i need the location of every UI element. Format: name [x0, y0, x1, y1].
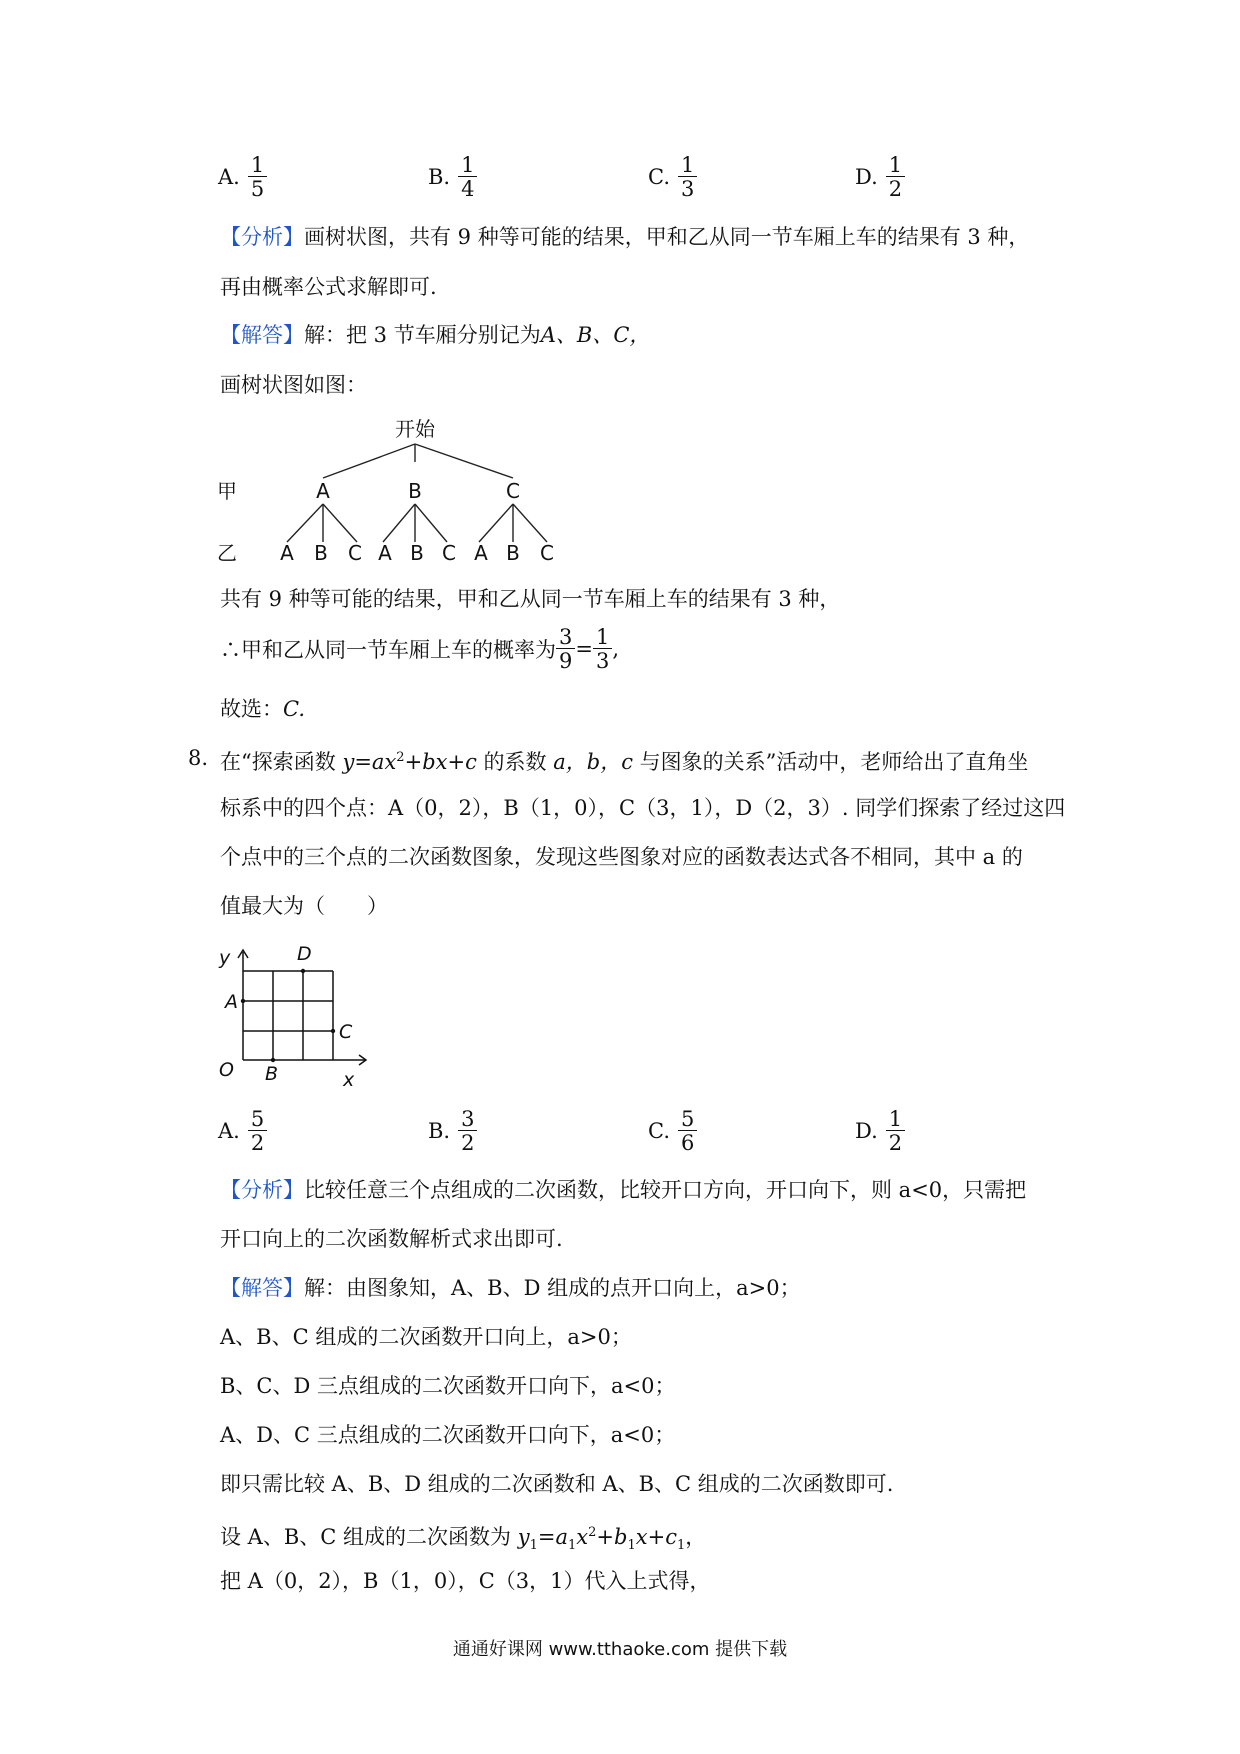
footer-download-note: 通通好课网 www.tthaoke.com 提供下载 — [452, 1639, 788, 1660]
origin-label: O — [219, 1059, 234, 1081]
choice-fraction: $\frac{1}{2}$ — [886, 1109, 905, 1154]
q8-choice-b — [428, 1104, 477, 1158]
q8-stem-line3: 个点中的三个点的二次函数图象，发现这些图象对应的函数表达式各不相同，其中 a 的 — [220, 845, 1023, 869]
q8-solution-line7: 把 A（0，2），B（1，0），C（3，1）代入上式得， — [220, 1569, 711, 1593]
tree-level1-label: 甲 — [217, 479, 237, 503]
q8-stem-line2: 标系中的四个点：A（0，2），B（1，0），C（3，1），D（2，3）. 同学们探索了经过这四 — [220, 796, 1066, 820]
choice-fraction: $\frac{1}{3}$ — [678, 155, 697, 200]
y-axis-label: y — [219, 947, 231, 969]
point-c-label: C — [339, 1021, 353, 1043]
q8-solution-line3: B、C、D 三点组成的二次函数开口向下，a<0； — [220, 1374, 676, 1398]
tree-leaf: C — [540, 541, 554, 565]
q8-number: 8. — [188, 746, 209, 770]
q8-analysis-line1 — [220, 1175, 1026, 1205]
choice-fraction: $\frac{1}{5}$ — [248, 155, 267, 200]
q8-solution-line5: 即只需比较 A、B、D 组成的二次函数和 A、B、C 组成的二次函数即可. — [220, 1472, 894, 1496]
choice-letter: C. — [648, 1119, 670, 1143]
quadratic-expression: y — [517, 1525, 530, 1549]
analysis-text: 画树状图，共有 9 种等可能的结果，甲和乙从同一节车厢上车的结果有 3 种， — [304, 225, 1030, 249]
q8-choice-a — [218, 1104, 267, 1158]
answer-vars: A、B、C， — [540, 323, 651, 347]
tree-leaf: B — [506, 541, 520, 565]
choice-letter: A. — [218, 165, 240, 189]
prob-fraction-1: $\frac{3}{9}$ — [556, 627, 575, 672]
choice-fraction: $\frac{5}{6}$ — [678, 1109, 697, 1154]
prob-fraction-2: $\frac{1}{3}$ — [593, 627, 612, 672]
tree-node: B — [408, 479, 422, 503]
q7-probability-line — [220, 622, 619, 676]
function-expression: y — [342, 750, 355, 774]
analysis-text: 比较任意三个点组成的二次函数，比较开口方向，开口向下，则 a<0，只需把 — [304, 1178, 1027, 1202]
answer-tag: 【解答】 — [220, 1276, 304, 1300]
q8-stem-line1: 在“探索函数 $y=ax^2+bx+c$ 的系数 a，b，c 与图象的关系”活动中，老师给出了直角坐 — [220, 750, 1029, 774]
stem-text: 在“探索函数 — [220, 750, 336, 774]
answer-tag: 【解答】 — [220, 323, 304, 347]
choice-letter: C. — [648, 165, 670, 189]
coefficients: a，b，c — [553, 750, 633, 774]
tree-diagram — [215, 412, 575, 572]
tree-level2-label: 乙 — [217, 541, 237, 565]
choice-fraction: $\frac{5}{2}$ — [248, 1109, 267, 1154]
choice-fraction: $\frac{3}{2}$ — [458, 1109, 477, 1154]
function-term: ax — [371, 750, 397, 774]
point-b-label: B — [265, 1063, 279, 1085]
choose-answer: C. — [283, 697, 305, 721]
q7-choose-line — [220, 694, 305, 724]
prob-prefix: ∴甲和乙从同一节车厢上车的概率为 — [220, 638, 556, 662]
tree-leaf: B — [410, 541, 424, 565]
tree-leaf: C — [442, 541, 456, 565]
tree-leaf: B — [314, 541, 328, 565]
q8-stem-line4: 值最大为（ ） — [220, 894, 388, 918]
q8-solution-line6: 设 A、B、C 组成的二次函数为 $y_1=a_1x^2+b_1x+c_1$， — [220, 1525, 707, 1554]
choice-fraction: $\frac{1}{2}$ — [886, 155, 905, 200]
choice-letter: D. — [855, 1119, 878, 1143]
q8-answer-line1 — [220, 1273, 801, 1303]
tree-leaf: A — [378, 541, 392, 565]
q7-choice-b — [428, 150, 477, 204]
q8-solution-line4: A、D、C 三点组成的二次函数开口向下，a<0； — [220, 1423, 676, 1447]
q7-result-line: 共有 9 种等可能的结果，甲和乙从同一节车厢上车的结果有 3 种， — [220, 587, 841, 611]
choose-label: 故选： — [220, 697, 283, 721]
tree-leaf: A — [474, 541, 488, 565]
q7-analysis-line2: 再由概率公式求解即可. — [220, 275, 437, 299]
coordinate-grid — [215, 940, 380, 1090]
stem-text: 的系数 — [483, 750, 547, 774]
analysis-tag: 【分析】 — [220, 1178, 304, 1202]
tree-leaf: A — [280, 541, 294, 565]
q7-choice-d — [855, 150, 905, 204]
choice-letter: B. — [428, 1119, 451, 1143]
tree-root: 开始 — [395, 417, 435, 441]
x-axis-label: x — [343, 1069, 355, 1090]
choice-fraction: $\frac{1}{4}$ — [458, 155, 477, 200]
tree-leaf: C — [348, 541, 362, 565]
solution-text: 设 A、B、C 组成的二次函数为 — [220, 1525, 512, 1549]
choice-letter: B. — [428, 165, 451, 189]
point-d-label: D — [297, 943, 312, 965]
choice-letter: A. — [218, 1119, 240, 1143]
tree-node: A — [316, 479, 330, 503]
choice-letter: D. — [855, 165, 878, 189]
q7-answer-line1 — [220, 320, 650, 350]
analysis-tag: 【分析】 — [220, 225, 304, 249]
tree-node: C — [506, 479, 520, 503]
q7-answer-line2: 画树状图如图： — [220, 373, 367, 397]
q7-choice-c — [648, 150, 697, 204]
point-a-label: A — [225, 991, 238, 1013]
stem-text: 与图象的关系”活动中，老师给出了直角坐 — [639, 750, 1029, 774]
q8-solution-line2: A、B、C 组成的二次函数开口向上，a>0； — [220, 1325, 632, 1349]
q8-choice-d — [855, 1104, 905, 1158]
answer-text: 解：把 3 节车厢分别记为 — [304, 323, 541, 347]
q7-choice-a — [218, 150, 267, 204]
prob-suffix: , — [612, 637, 620, 661]
q7-analysis-line1 — [220, 222, 1029, 252]
answer-text: 解：由图象知，A、B、D 组成的点开口向上，a>0； — [304, 1276, 801, 1300]
q8-analysis-line2: 开口向上的二次函数解析式求出即可. — [220, 1227, 563, 1251]
q8-choice-c — [648, 1104, 697, 1158]
prob-equals: = — [575, 637, 593, 661]
